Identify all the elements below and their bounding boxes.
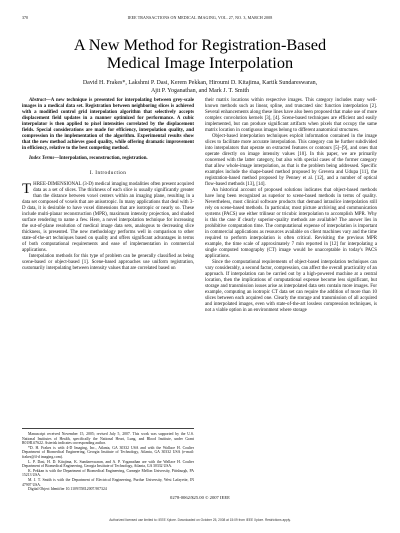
- footnote-doi: Digital Object Identifier 10.1109/TMI.2007.907324: [28, 487, 107, 492]
- index-terms-label: Index Terms—: [29, 156, 60, 161]
- drop-cap: T: [22, 181, 32, 197]
- footnote-pekkan: K. Pekkan is with the Department of Biomedical Engineering, Carnegie Mellon University, Pittsburgh, PA 15213 USA.: [22, 468, 194, 478]
- body-paragraph-1: their matrix locations within respective images. This category includes many well-known methods such as linear, spline, and truncated sinc function interpolation [2]. Several enhancements along these lines have also been proposed that make use of more complex convolution kernels [3], [4]. Scene-based techniques are efficient and easily implemented, but can produce significant artifacts when pixels that occupy the same matrix location in contiguous images belong to different anatomical structures.: [205, 98, 377, 133]
- index-terms-text: Interpolation, reconstruction, registration.: [59, 156, 148, 161]
- page-number: 370: [22, 15, 28, 20]
- intro-paragraph-1: [22, 182, 194, 254]
- right-column: [205, 98, 377, 314]
- running-header: [22, 15, 378, 21]
- abstract-text: A new technique is presented for interpolating between grey-scale images in a medical data set. Registration between neighboring slices is achieved with a modified control grid interpolation algorithm that selectively accepts displacement field updates in a manner optimized for performance. A cubic interpolator is then applied to pixel intensities correlated by the displacement fields. Special considerations are made for efficiency, interpolation quality, and compression in the implementation of the algorithm. Experimental results show that the new method achieves good quality, while offering dramatic improvement in efficiency, relative to the best competing method.: [22, 98, 194, 151]
- paper-title: [30, 36, 370, 72]
- intro-paragraph-2: Interpolation methods for this type of problem can be generally classified as being scene-based or object-based [1]. Scene-based approaches use uniform registration, customarily interpolating between intensity values that are correlated based on: [22, 254, 194, 271]
- footnote-frakes: *D. H. Frakes is with 4-D Imaging, Inc., Atlanta, GA 30332 USA and with the Wallace H. Coulter Department of Biomedical Engineering, Georgia Institute of Technology, Atlanta, GA 30332 USA (e-mail: frakes@4-d imaging.com).: [22, 445, 194, 459]
- author-list: [40, 79, 360, 95]
- section-heading: I. Introduction: [89, 170, 127, 176]
- download-notice: Authorized licensed use limited to: IEEE Xplore. Downloaded on October 25, 2008 at 15:09 from IEEE Xplore. Restrictions apply.: [109, 518, 291, 522]
- intro-paragraph-1-text: HREE-DIMENSIONAL (3-D) medical imaging modalities often present acquired data as a set of slices. The thickness of each slice is usually significantly greater than the distance between voxel centers within an imaging plane, resulting in a data set composed of voxels that are anisotropic. In many applications that deal with 3-D data, it is desirable to have voxel dimensions that are isotropic or nearly so. These include multi-planar reconstruction (MPR), maximum intensity projection, and shaded surface rendering to name a few. Here, a novel interpolation technique for increasing the out-of-plane resolution of medical image data sets, analogous to decreasing slice thickness, is presented. The new methodology performs well in comparison to other state-of-the-art techniques based on quality and offers significant advantages in terms of both computational requirements and ease of implementation in commercial applications.: [22, 182, 194, 253]
- title-line-2: Medical Image Interpolation: [106, 53, 294, 72]
- left-column: [22, 98, 194, 272]
- authors-line-1: David H. Frakes*, Lakshmi P. Dasi, Kerem Pekkan, Hiroumi D. Kitajima, Kartik Sundareswaran,: [82, 80, 318, 86]
- body-paragraph-4: Since the computational requirements of object-based interpolation techniques can vary considerably, a second factor, compression, can affect the overall practicality of an approach. If interpolation can be carried out by a high-powered machine at a central location, then the implications of computational expense become less significant, but storage and transmission issues arise as interpolated data sets contain more images. For example, computing an isotropic CT data set can require the addition of more than 10 slices between each acquired one. Clearly the storage and transmission of all acquired and interpolated images, even with state-of-the-art lossless compression techniques, is not a viable option in an environment where storage: [205, 260, 377, 313]
- index-terms: [22, 156, 194, 162]
- footnote-manuscript: Manuscript received November 15, 2005; revised July 5, 2007. This work was supported by the U.S. National Institutes of Health, specifically the National Heart, Lung, and Blood Institute, under Grant R01HL67622. Asterisk indicates corresponding author.: [22, 432, 194, 446]
- title-line-1: A New Method for Registration-Based: [73, 35, 327, 54]
- body-paragraph-2: Object-based interpolation techniques exploit information contained in the image slices to facilitate more accurate interpolation. This category can be further subdivided into interpolators that operate on extracted features or contours [5]–[9], and ones that operate directly on image intensity values [10]. In this paper, we are primarily concerned with the latter category, but also with special cases of the former category that allow whole-image interpolation, as that is the problem being addressed. Specific examples include the shape-based method proposed by Grevera and Udupa [11], the registration-based method proposed by Penney et al. [12], and a number of optical flow-based methods [13], [14].: [205, 134, 377, 187]
- journal-header: IEEE TRANSACTIONS ON MEDICAL IMAGING, VOL. 27, NO. 3, MARCH 2008: [127, 15, 273, 20]
- abstract: [22, 98, 194, 152]
- copyright-line: 0278-0062/$25.00 © 2007 IEEE: [170, 495, 230, 500]
- footnote-smith: M. J. T. Smith is with the Department of Electrical Engineering, Purdue University, West Lafayette, IN 47907 USA.: [22, 477, 194, 487]
- footnote-coauthors: L. P. Dasi, H. D. Kitajima, K. Sundareswaran, and A. P. Yoganathan are with the Wallace H. Coulter Department of Biomedical Engineering, Georgia Institute of Technology, Atlanta, GA 30332 USA.: [22, 459, 194, 469]
- authors-line-2: Ajit P. Yoganathan, and Mark J. T. Smith: [150, 88, 250, 94]
- abstract-label: Abstract—: [29, 98, 51, 103]
- body-paragraph-3: An historical account of proposed solutions indicates that object-based methods have long been recognized as superior to scene-based methods in terms of quality. Nevertheless, most clinical software products that demand intraslice interpolation still rely on scene-based methods. In particular, most picture archiving and communication systems (PACS) use either trilinear or tricubic interpolation to accomplish MPR. Why is this the case if clearly superior-quality methods are available? The answer lies in prohibitive computation time. The computational expense of interpolation is important in commercial applications as resources available on client machines vary and the time required to perform interpolation is often critical. Revisiting the previous MPR example, the time scale of approximately 7 min reported in [12] for interpolating a single computed tomography (CT) image would be unacceptable in today's PACS applications.: [205, 188, 377, 259]
- footnotes: [22, 428, 194, 492]
